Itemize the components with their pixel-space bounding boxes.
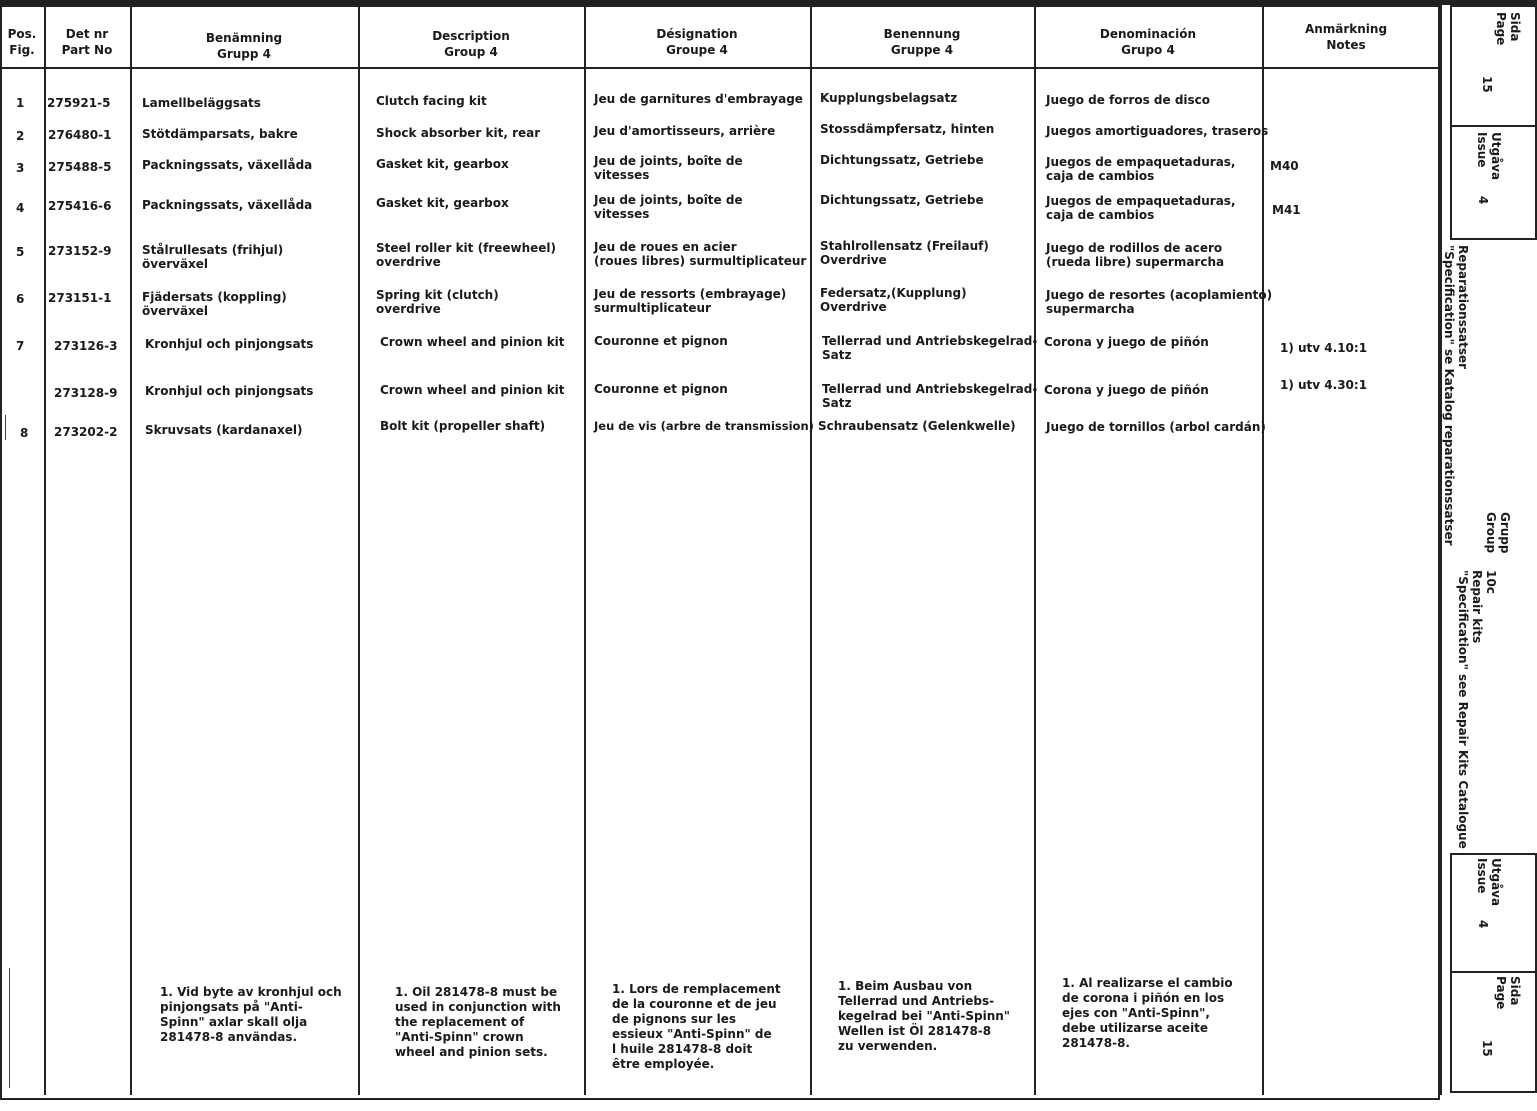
row-part-no: 275416-6 <box>48 199 112 213</box>
header-fr-line2: Groupe 4 <box>666 43 728 57</box>
row-fr: Jeu de garnitures d'embrayage <box>594 92 803 106</box>
row-pos: 1 <box>16 96 25 110</box>
row-fr: Jeu de joints, boîte de vitesses <box>594 193 743 221</box>
row-es: Juego de resortes (acoplamiento) supermarcha <box>1046 288 1273 316</box>
col-divider <box>1034 5 1036 1095</box>
row-fr: Jeu de roues en acier (roues libres) surmultiplicateur <box>594 240 807 268</box>
row-sv: Packningssats, växellåda <box>142 198 313 212</box>
row-fr: Jeu de ressorts (embrayage) surmultiplicateur <box>594 287 787 315</box>
row-pos: 2 <box>16 129 25 143</box>
header-es-line1: Denominación <box>1099 27 1197 41</box>
row-de: Kupplungsbelagsatz <box>820 91 958 105</box>
footnote-de: 1. Beim Ausbau von Tellerrad und Antriebs- kegelrad bei "Anti-Spinn" Wellen ist Öl 281478-8 zu verwenden. <box>838 979 1011 1053</box>
row-sv: Stötdämparsats, bakre <box>142 127 298 141</box>
header-fr-line1: Désignation <box>656 27 738 41</box>
row-sv: Kronhjul och pinjongsats <box>145 337 314 351</box>
header-french <box>584 26 810 58</box>
row-es: Corona y juego de piñón <box>1044 335 1209 349</box>
col-divider <box>584 5 586 1095</box>
row-pos: 7 <box>16 339 25 353</box>
row-de: Dichtungssatz, Getriebe <box>820 193 984 207</box>
row-sv: Stålrullesats (frihjul) överväxel <box>142 243 284 271</box>
header-pos <box>0 26 44 58</box>
row-part-no: 273152-9 <box>48 244 112 258</box>
row-es: Juegos de empaquetaduras, caja de cambios <box>1046 194 1236 222</box>
row-en: Bolt kit (propeller shaft) <box>380 419 546 433</box>
row-pos: 8 <box>20 426 29 440</box>
row-note: M40 <box>1270 159 1299 173</box>
spec-swedish: "Specification" se Katalog reparationssatser <box>1442 245 1456 546</box>
header-notes-line1: Anmärkning <box>1304 22 1388 36</box>
row-en: Gasket kit, gearbox <box>376 196 509 210</box>
header-part-line1: Det nr <box>65 27 109 41</box>
row-de: Stossdämpfersatz, hinten <box>820 122 995 136</box>
issue-value-top: 4 <box>1476 196 1490 205</box>
row-sv: Fjädersats (koppling) överväxel <box>142 290 287 318</box>
row-fr: Jeu d'amortisseurs, arrière <box>594 124 776 138</box>
row-en: Gasket kit, gearbox <box>376 157 509 171</box>
row-pos: 6 <box>16 292 25 306</box>
margin-mark <box>9 968 10 1088</box>
page-label-top: Sida Page <box>1494 12 1522 46</box>
row-de: Stahlrollensatz (Freilauf) Overdrive <box>820 239 989 267</box>
header-divider <box>0 67 1440 69</box>
row-en: Clutch facing kit <box>376 94 487 108</box>
row-part-no: 275488-5 <box>48 160 112 174</box>
row-en: Spring kit (clutch) overdrive <box>376 288 499 316</box>
row-sv: Skruvsats (kardanaxel) <box>145 423 303 437</box>
row-sv: Kronhjul och pinjongsats <box>145 384 314 398</box>
col-divider <box>810 5 812 1095</box>
row-part-no: 273151-1 <box>48 291 112 305</box>
header-pos-line1: Pos. <box>7 27 37 41</box>
row-pos: 4 <box>16 201 25 215</box>
row-de: Tellerrad und Antriebskegelrad- Satz <box>822 334 1038 362</box>
margin-mark <box>5 415 6 440</box>
row-en: Steel roller kit (freewheel) overdrive <box>376 241 556 269</box>
page-label-bottom: Sida Page <box>1494 976 1522 1010</box>
group-value: 10c <box>1484 570 1498 594</box>
row-en: Shock absorber kit, rear <box>376 126 541 140</box>
header-de-line1: Benennung <box>883 27 961 41</box>
row-part-no: 275921-5 <box>47 96 111 110</box>
row-pos: 3 <box>16 161 25 175</box>
row-part-no: 273126-3 <box>54 339 118 353</box>
row-pos: 5 <box>16 245 25 259</box>
header-english <box>358 28 584 60</box>
row-de: Tellerrad und Antriebskegelrad- Satz <box>822 382 1038 410</box>
footnote-es: 1. Al realizarse el cambio de corona i piñón en los ejes con "Anti-Spinn", debe utilizarse aceite 281478-8. <box>1062 976 1233 1050</box>
row-part-no: 276480-1 <box>48 128 112 142</box>
row-part-no: 273202-2 <box>54 425 118 439</box>
header-swedish <box>130 30 358 62</box>
header-sv-line1: Benämning <box>205 31 283 45</box>
row-es: Juegos de empaquetaduras, caja de cambios <box>1046 155 1236 183</box>
row-en: Crown wheel and pinion kit <box>380 383 565 397</box>
title-english: Repair kits <box>1470 570 1484 644</box>
page-value-bottom: 15 <box>1480 1040 1494 1057</box>
row-es: Juego de forros de disco <box>1046 93 1211 107</box>
footnote-en: 1. Oil 281478-8 must be used in conjunction with the replacement of "Anti-Spinn" crown wheel and pinion sets. <box>395 985 561 1059</box>
col-divider <box>44 5 46 1095</box>
row-note: M41 <box>1272 203 1301 217</box>
issue-label-top: Utgåva Issue <box>1475 132 1503 181</box>
footnote-fr: 1. Lors de remplacement de la couronne et de jeu de pignons sur les essieux "Anti-Spinn" de l huile 281478-8 doit être employée. <box>612 982 781 1071</box>
col-divider <box>358 5 360 1095</box>
row-de: Federsatz,(Kupplung) Overdrive <box>820 286 967 314</box>
row-note: 1) utv 4.30:1 <box>1280 378 1368 392</box>
header-german <box>810 26 1034 58</box>
row-sv: Lamellbeläggsats <box>142 96 261 110</box>
row-fr: Couronne et pignon <box>594 382 728 396</box>
header-part-no <box>44 26 130 58</box>
issue-label-bottom: Utgåva Issue <box>1475 858 1503 907</box>
header-sv-line2: Grupp 4 <box>216 47 272 61</box>
col-divider <box>130 5 132 1095</box>
header-part-line2: Part No <box>61 43 113 57</box>
header-pos-line2: Fig. <box>9 43 35 57</box>
header-en-line2: Group 4 <box>444 45 498 59</box>
header-en-line1: Description <box>432 29 510 43</box>
row-note: 1) utv 4.10:1 <box>1280 341 1368 355</box>
row-de: Dichtungssatz, Getriebe <box>820 153 984 167</box>
footnote-sv: 1. Vid byte av kronhjul och pinjongsats på "Anti- Spinn" axlar skall olja 281478-8 användas. <box>160 985 342 1044</box>
row-sv: Packningssats, växellåda <box>142 158 313 172</box>
row-de: Schraubensatz (Gelenkwelle) <box>818 419 1016 433</box>
header-notes <box>1262 21 1430 53</box>
header-es-line2: Grupo 4 <box>1121 43 1175 57</box>
row-part-no: 273128-9 <box>54 386 118 400</box>
row-fr: Couronne et pignon <box>594 334 728 348</box>
row-en: Crown wheel and pinion kit <box>380 335 565 349</box>
group-label: Grupp Group <box>1484 512 1512 554</box>
row-fr: Jeu de vis (arbre de transmission) <box>594 419 814 433</box>
issue-value-bottom: 4 <box>1476 920 1490 929</box>
page-value-top: 15 <box>1480 76 1494 93</box>
row-es: Juegos amortiguadores, traseros <box>1046 124 1269 138</box>
header-spanish <box>1034 26 1262 58</box>
col-divider <box>1262 5 1264 1095</box>
row-es: Corona y juego de piñón <box>1044 383 1209 397</box>
row-es: Juego de rodillos de acero (rueda libre) supermarcha <box>1046 241 1225 269</box>
row-fr: Jeu de joints, boîte de vitesses <box>594 154 743 182</box>
spec-english: "Specification" see Repair Kits Catalogue <box>1456 570 1470 849</box>
title-swedish: Reparationssatser <box>1456 245 1470 370</box>
header-de-line2: Gruppe 4 <box>890 43 954 57</box>
row-es: Juego de tornillos (arbol cardán) <box>1046 420 1266 434</box>
header-notes-line2: Notes <box>1326 38 1366 52</box>
